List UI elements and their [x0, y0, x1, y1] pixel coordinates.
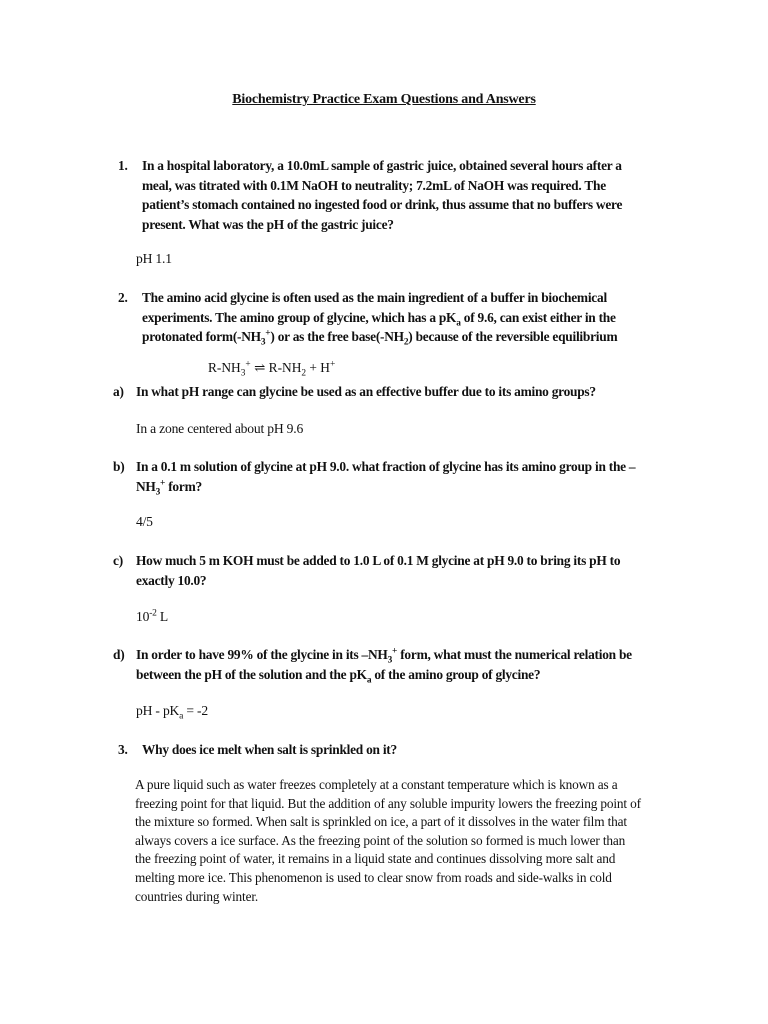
question-line: In a hospital laboratory, a 10.0mL sample of gastric juice, obtained several hours after a — [142, 158, 622, 173]
question-line: patient’s stomach contained no ingested food or drink, thus assume that no buffers were — [142, 197, 623, 212]
equilibrium-equation: $R-NH_3^+$ ⇌ $R-NH_2 + H^+$ — [208, 359, 336, 379]
subquestion-label: d) — [113, 647, 125, 662]
question-number: 3. — [118, 742, 128, 757]
subquestion-label: c) — [113, 553, 123, 568]
answer-c: $10^{-2}$ L — [136, 608, 169, 624]
question-line: How much 5 m KOH must be added to 1.0 L of 0.1 M glycine at pH 9.0 to bring its pH to — [136, 553, 621, 568]
answer-b: 4/5 — [136, 514, 153, 529]
paragraph-line: melting more ice. This phenomenon is used to clear snow from roads and side-walks in cold — [135, 869, 612, 885]
question-text — [142, 288, 682, 347]
question-text — [142, 156, 682, 234]
page-title: Biochemistry Practice Exam Questions and Answers — [232, 92, 536, 107]
question-text: Why does ice melt when salt is sprinkled on it? — [142, 742, 397, 757]
question-line: $NH_3^+$ form? — [136, 478, 202, 498]
paragraph-line: freezing point for that liquid. But the addition of any soluble impurity lowers the freezing point of — [135, 795, 641, 811]
question-3 — [118, 740, 678, 760]
subquestion-b — [113, 457, 693, 497]
answer-3-paragraph — [135, 776, 683, 906]
question-line: meal, was titrated with 0.1M NaOH to neutrality; 7.2mL of NaOH was required. The — [142, 177, 606, 193]
subquestion-a — [113, 382, 693, 402]
subquestion-label: a) — [113, 384, 124, 399]
question-2 — [118, 288, 678, 348]
answer-a: In a zone centered about pH 9.6 — [136, 421, 304, 436]
question-line: present. What was the pH of the gastric juice? — [142, 216, 394, 232]
paragraph-line: always covers a ice surface. As the freezing point of the solution so formed is much lower than — [135, 832, 626, 848]
paragraph-line: the freezing point of water, it remains in a liquid state and continues dissolving more salt and — [135, 851, 616, 867]
paragraph-line: countries during winter. — [135, 888, 259, 904]
subquestion-c — [113, 551, 693, 591]
question-line: In a 0.1 m solution of glycine at pH 9.0. what fraction of glycine has its amino group in the – — [136, 459, 636, 474]
question-text: In what pH range can glycine be used as an effective buffer due to its amino groups? — [136, 384, 596, 399]
paragraph-line: A pure liquid such as water freezes completely at a constant temperature which is known as a — [135, 777, 618, 792]
answer-d: pH - $pK_a = -2$ — [136, 703, 208, 722]
subquestion-d — [113, 645, 693, 685]
question-text — [136, 551, 691, 590]
question-line: exactly 10.0? — [136, 572, 207, 588]
subquestion-label: b) — [113, 459, 125, 474]
question-line: In order to have 99% of the glycine in its $-NH_3^+$ form, what must the numerical relation be — [136, 646, 632, 666]
question-line: The amino acid glycine is often used as the main ingredient of a buffer in biochemical — [142, 290, 607, 305]
paragraph-line: the mixture so formed. When salt is sprinkled on ice, a part of it dissolves in the water film that — [135, 814, 627, 830]
question-line: between the pH of the solution and the $pK_a$ of the amino group of glycine? — [136, 666, 541, 686]
answer-1: pH 1.1 — [136, 251, 172, 266]
question-number: 1. — [118, 158, 128, 173]
question-text — [136, 645, 691, 684]
question-number: 2. — [118, 290, 128, 305]
question-1 — [118, 156, 678, 236]
question-line: experiments. The amino group of glycine, which has a $pK_a$ of 9.6, can exist either in the — [142, 309, 616, 329]
question-text — [136, 457, 691, 496]
question-line: protonated $form(-NH_3^+)$ or as the free $base(-NH_2)$ because of the reversible equilibrium — [142, 328, 618, 348]
